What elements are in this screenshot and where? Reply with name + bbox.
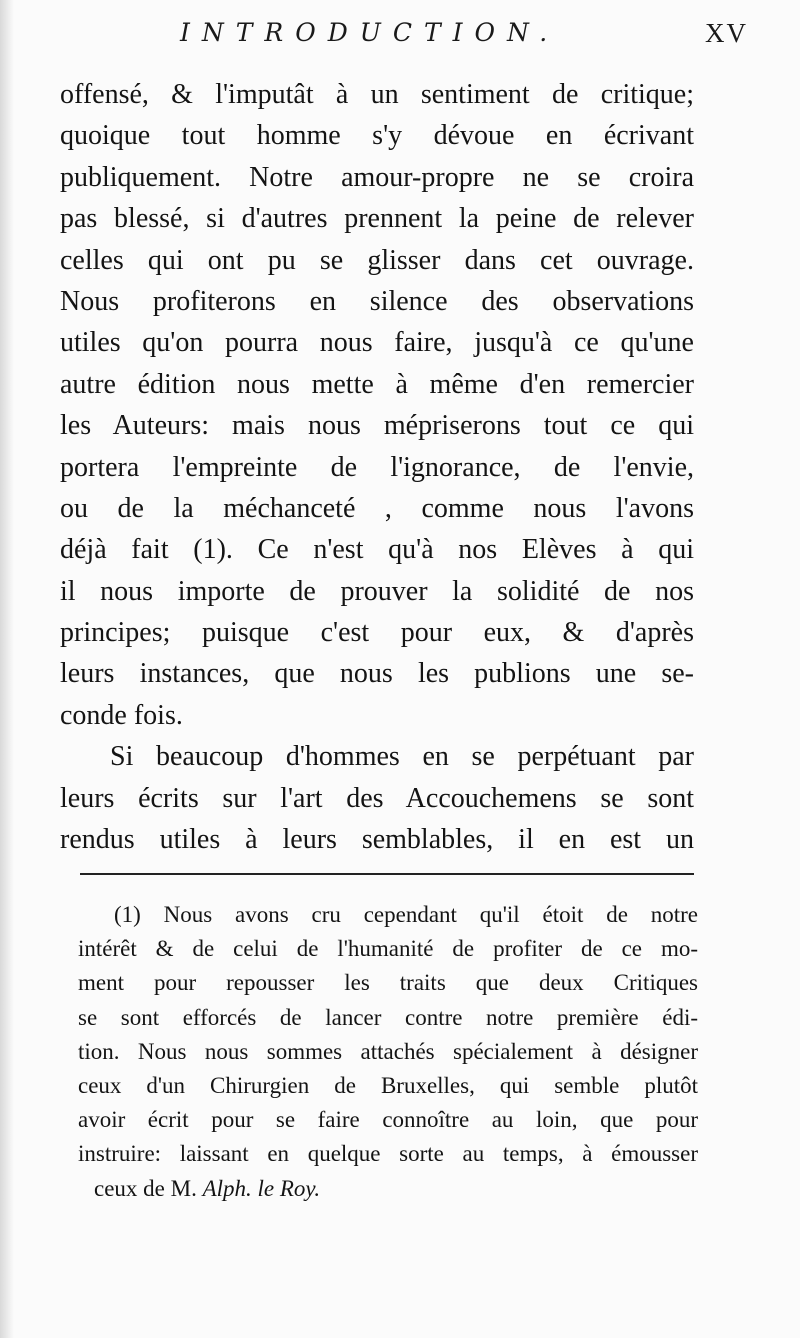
body-line: principes; puisque c'est pour eux, & d'après bbox=[60, 617, 694, 649]
footnote-line-prefix: ceux de M. bbox=[94, 1175, 197, 1201]
footnote-line: se sont efforcés de lancer contre notre première édi- bbox=[78, 1004, 698, 1030]
footnote-line: ceux d'un Chirurgien de Bruxelles, qui semble plutôt bbox=[78, 1072, 698, 1098]
body-line: utiles qu'on pourra nous faire, jusqu'à ce qu'une bbox=[60, 327, 694, 359]
footnote bbox=[78, 898, 698, 1206]
body-line: pas blessé, si d'autres prennent la peine de relever bbox=[60, 203, 694, 235]
body-line: ou de la méchanceté , comme nous l'avons bbox=[60, 492, 694, 524]
body-line: leurs écrits sur l'art des Accouchemens se sont bbox=[60, 782, 694, 814]
footnote-author: Alph. le Roy. bbox=[202, 1175, 321, 1201]
footnote-line: tion. Nous nous sommes attachés spécialement à désigner bbox=[78, 1038, 698, 1064]
body-text bbox=[60, 74, 694, 860]
footnote-line: intérêt & de celui de l'humanité de profiter de ce mo- bbox=[78, 936, 698, 962]
body-line: il nous importe de prouver la solidité de nos bbox=[60, 575, 694, 607]
body-line: publiquement. Notre amour-propre ne se croira bbox=[60, 161, 694, 193]
footnote-signature-line bbox=[78, 1172, 698, 1206]
body-line: Si beaucoup d'hommes en se perpétuant par bbox=[110, 741, 694, 773]
footnote-rule bbox=[80, 873, 694, 875]
body-line: les Auteurs: mais nous mépriserons tout ce qui bbox=[60, 410, 694, 442]
page-number: XV bbox=[705, 18, 748, 48]
body-line: conde fois. bbox=[60, 699, 183, 731]
body-line: Nous profiterons en silence des observations bbox=[60, 285, 694, 317]
body-line: rendus utiles à leurs semblables, il en est un bbox=[60, 824, 694, 856]
running-title: INTRODUCTION. bbox=[180, 18, 560, 47]
footnote-line: ment pour repousser les traits que deux Critiques bbox=[78, 970, 698, 996]
body-line: leurs instances, que nous les publions une se- bbox=[60, 658, 694, 690]
footnote-line: (1) Nous avons cru cependant qu'il étoit de notre bbox=[114, 902, 698, 927]
running-head bbox=[0, 14, 800, 54]
body-line: quoique tout homme s'y dévoue en écrivant bbox=[60, 120, 694, 152]
body-line: déjà fait (1). Ce n'est qu'à nos Elèves à qui bbox=[60, 534, 694, 566]
body-line: portera l'empreinte de l'ignorance, de l'envie, bbox=[60, 451, 694, 483]
body-line: autre édition nous mette à même d'en remercier bbox=[60, 368, 694, 400]
footnote-line: instruire: laissant en quelque sorte au temps, à émousser bbox=[78, 1141, 698, 1167]
body-line: offensé, & l'imputât à un sentiment de critique; bbox=[60, 79, 694, 110]
body-line: celles qui ont pu se glisser dans cet ouvrage. bbox=[60, 244, 694, 276]
footnote-line: avoir écrit pour se faire connoître au loin, que pour bbox=[78, 1107, 698, 1133]
